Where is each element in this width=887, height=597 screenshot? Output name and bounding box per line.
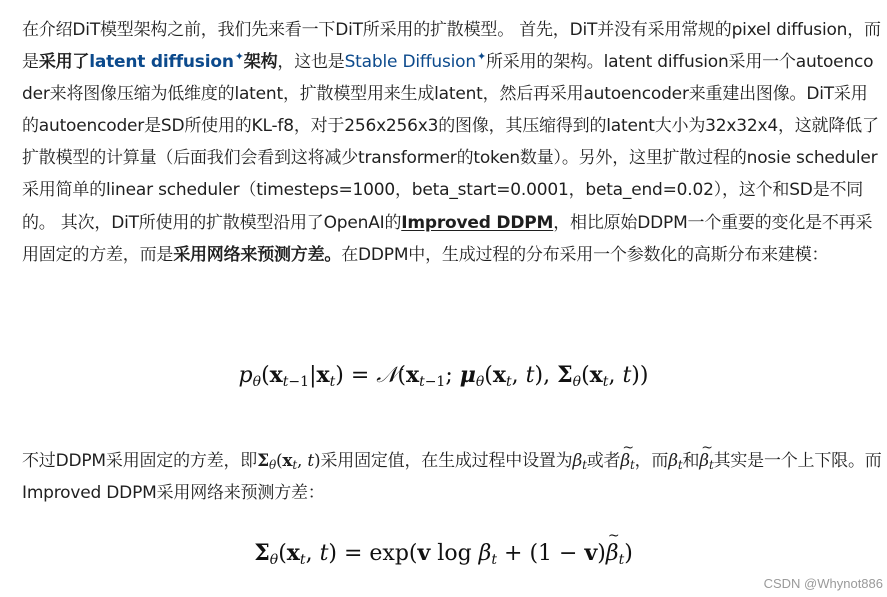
improved-ddpm-link[interactable]: Improved DDPM — [401, 212, 554, 233]
paragraph-variance — [22, 445, 882, 509]
bold-text: 架构 — [243, 52, 278, 73]
text-segment: ，而 — [634, 451, 669, 471]
sparkle-icon: ✦ — [476, 50, 486, 64]
text-segment: 不过DDPM采用固定的方差，即 — [22, 451, 258, 471]
text-segment: 所采用的架构。latent diffusion采用一个autoencoder来将图像压缩为低维度的latent，扩散模型用来生成latent，然后再采用autoencoder来重建出图像。DiT采用的autoencoder是SD所使用的KL-f8，对于256x256x3的图像，其压缩得到的latent大小为32x32x4，这就降低了扩散模型的计算量（后面我们会看到这将减少transformer的token数量）。另外，这里扩散过程的nosie scheduler采用简单的linear scheduler（timesteps=1000，beta_start=0.0001，beta_end=0.02），这个和SD是不同的。 其次，DiT所使用的扩散模型沿用了OpenAI的 — [22, 52, 879, 233]
bold-text: 采用网络来预测方差。 — [173, 244, 342, 265]
equation-learned-variance: $\Sigma_\theta(x_t$, t) = exp(v $\log \beta_t + (1$ − v)~ $\beta_t$) — [0, 540, 887, 566]
text-segment: 其实是一个上下限。而Improved DDPM采用网络来预测方差： — [22, 451, 882, 504]
text-segment: 和 — [682, 451, 700, 471]
inline-math-beta: $\beta_t$ — [668, 451, 683, 472]
equation-reverse-process: $p_\theta(x_{t-1}|x_t)$ = $𝒩(x_{t-1}$; $\mu_\theta(x_t$, t), $\Sigma_\theta(x_t$, t)) — [238, 362, 649, 390]
inline-math-beta: $\beta_t$ — [572, 451, 587, 472]
stable-diffusion-link[interactable]: Stable Diffusion✦ — [344, 50, 486, 73]
paragraph-intro — [22, 14, 882, 271]
text-segment: 在DDPM中，生成过程的分布采用一个参数化的高斯分布来建模： — [341, 244, 829, 265]
text-segment: 或者 — [586, 451, 621, 471]
bold-text: 采用了 — [38, 52, 90, 73]
csdn-watermark: CSDN @Whynot886 — [763, 576, 883, 591]
sparkle-icon: ✦ — [234, 50, 244, 64]
text-segment: ，相比原始DDPM一个重要的变化是不再采用固定的方差，而是 — [22, 212, 873, 265]
text-segment: 采用固定值，在生成过程中设置为 — [320, 451, 573, 471]
latent-diffusion-link[interactable]: latent diffusion✦ — [89, 50, 244, 73]
inline-math-beta-tilde: ~ $\beta_t$ — [699, 451, 713, 471]
article-body — [22, 14, 882, 271]
text-segment: ，这也是 — [277, 52, 345, 73]
inline-math-beta-tilde: ~ $\beta_t$ — [620, 451, 634, 471]
inline-math-sigma: $\Sigma_\theta(x_t$, t) — [257, 451, 321, 472]
text-segment: 在介绍DiT模型架构之前，我们先来看一下DiT所采用的扩散模型。 首先，DiT并没有采用常规的pixel diffusion，而是 — [22, 20, 881, 73]
